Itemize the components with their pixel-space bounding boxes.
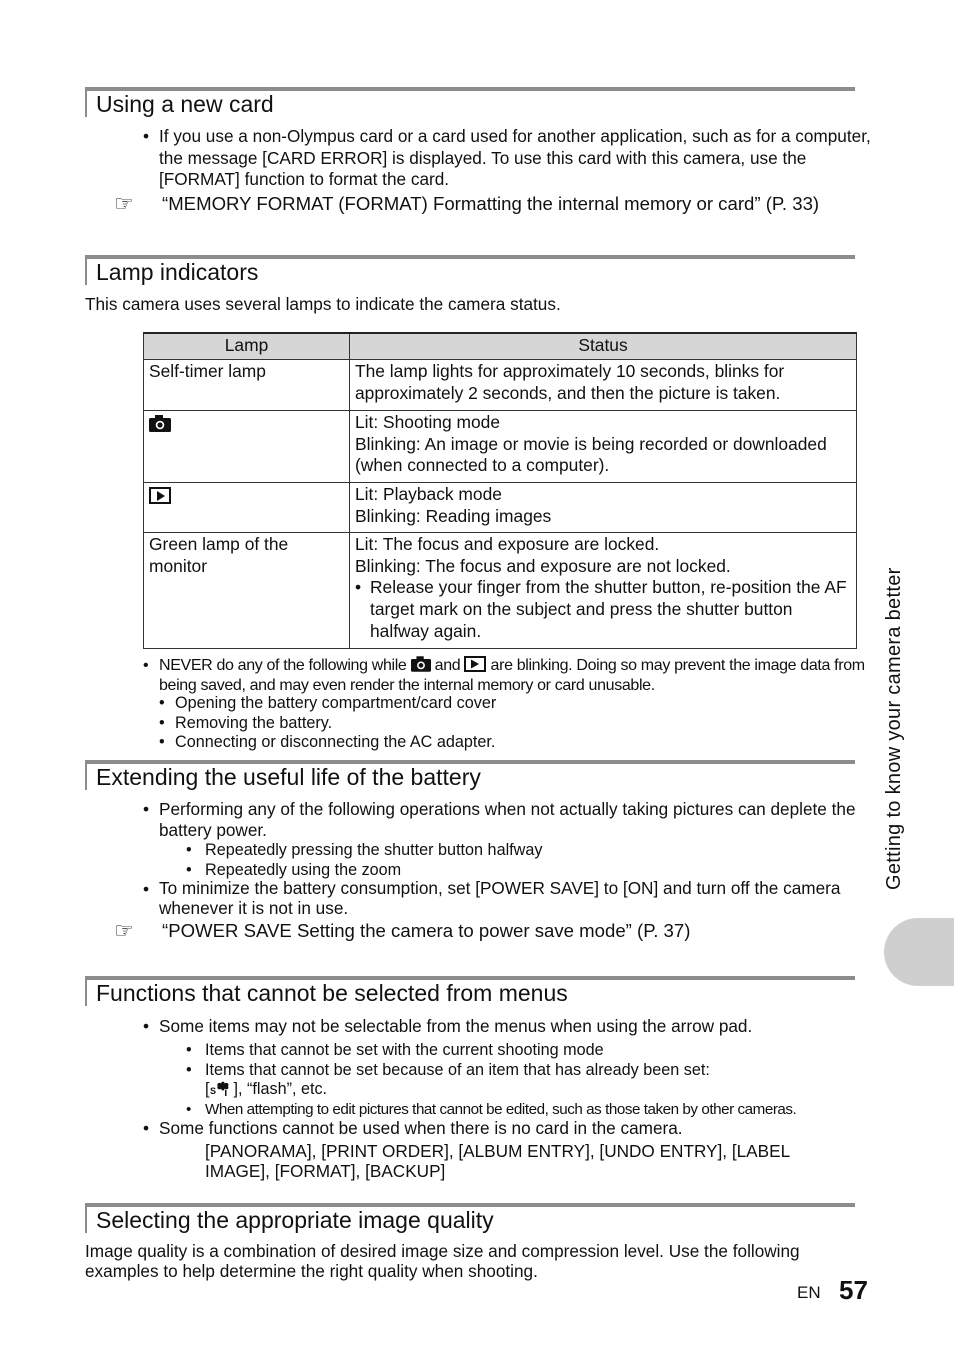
reference-link[interactable]: “POWER SAVE Setting the camera to power save mode” (P. 37) [162, 920, 691, 941]
lamp-cell [144, 482, 350, 532]
list-item: Opening the battery compartment/card cover [175, 694, 497, 712]
lamp-cell: Green lamp of the monitor [144, 532, 350, 648]
page-number: 57 [839, 1275, 868, 1305]
list-item: Removing the battery. [175, 713, 333, 732]
status-cell: Lit: Playback mode Blinking: Reading images [350, 482, 857, 532]
section-title-battery: Extending the useful life of the battery [96, 764, 481, 790]
quality-intro: Image quality is a combination of desired image size and compression level. Use the following examples to help determine the right quality when shooting. [85, 1241, 800, 1281]
list-item: Items that cannot be set with the current shooting mode [205, 1041, 604, 1059]
status-cell: Lit: The focus and exposure are locked. Blinking: The focus and exposure are not locked. • Release your finger from the shutter button, re-position the AF target mark on the subject and press the shutter button halfway again. [350, 532, 857, 648]
sub-list: • Items that cannot be set with the current shooting mode • Items that cannot be set because of an item that has already been set: [ S ], “flash”, etc. • When attempting to edit pictures that cannot be edited, such as those taken by other cameras. [186, 1041, 797, 1118]
column-header: Lamp [144, 333, 350, 359]
chapter-tab [884, 918, 954, 986]
reference-icon: ☞ [114, 191, 134, 216]
sub-list: • Repeatedly pressing the shutter button halfway • Repeatedly using the zoom [186, 841, 543, 879]
camera-icon [149, 415, 171, 432]
section-title-new-card: Using a new card [96, 91, 274, 117]
lamp-table [143, 332, 857, 649]
section-title-functions: Functions that cannot be selected from menus [96, 980, 568, 1006]
section-title-quality: Selecting the appropriate image quality [96, 1207, 494, 1233]
status-cell: Lit: Shooting mode Blinking: An image or movie is being recorded or downloaded (when connected to a computer). [350, 410, 857, 482]
lamp-cell: Self-timer lamp [144, 359, 350, 410]
macro-flash-icon [210, 1080, 234, 1096]
svg-text:S: S [209, 1086, 216, 1096]
card-function-list: [PANORAMA], [PRINT ORDER], [ALBUM ENTRY], [UNDO ENTRY], [LABEL IMAGE], [FORMAT], [BACKUP] [205, 1141, 790, 1181]
list-item: Items that cannot be set because of an item that has already been set: [205, 1060, 710, 1079]
playback-icon [464, 656, 486, 672]
table-header-row [144, 333, 857, 359]
camera-icon [411, 656, 431, 672]
list-item: Repeatedly pressing the shutter button halfway [205, 841, 543, 859]
reference-icon: ☞ [114, 918, 134, 943]
list-item: Repeatedly using the zoom [205, 860, 402, 879]
table-row [144, 532, 857, 648]
status-cell: The lamp lights for approximately 10 seconds, blinks for approximately 2 seconds, and then the picture is taken. [350, 359, 857, 410]
chapter-title: Getting to know your camera better [883, 567, 905, 890]
table-row [144, 359, 857, 410]
section-title-lamps: Lamp indicators [96, 259, 259, 285]
table-row [144, 410, 857, 482]
column-header: Status [350, 333, 857, 359]
lamp-cell [144, 410, 350, 482]
reference-link[interactable]: “MEMORY FORMAT (FORMAT) Formatting the internal memory or card” (P. 33) [162, 193, 820, 214]
playback-icon [149, 487, 171, 504]
lamps-intro: This camera uses several lamps to indicate the camera status. [85, 294, 561, 314]
table-row [144, 482, 857, 532]
list-item: Connecting or disconnecting the AC adapter. [175, 733, 496, 751]
note-list: • Opening the battery compartment/card cover • Removing the battery. • Connecting or disconnecting the AC adapter. [159, 694, 497, 751]
language-label: EN [797, 1283, 821, 1302]
list-item: When attempting to edit pictures that cannot be edited, such as those taken by other cameras. [205, 1100, 797, 1118]
